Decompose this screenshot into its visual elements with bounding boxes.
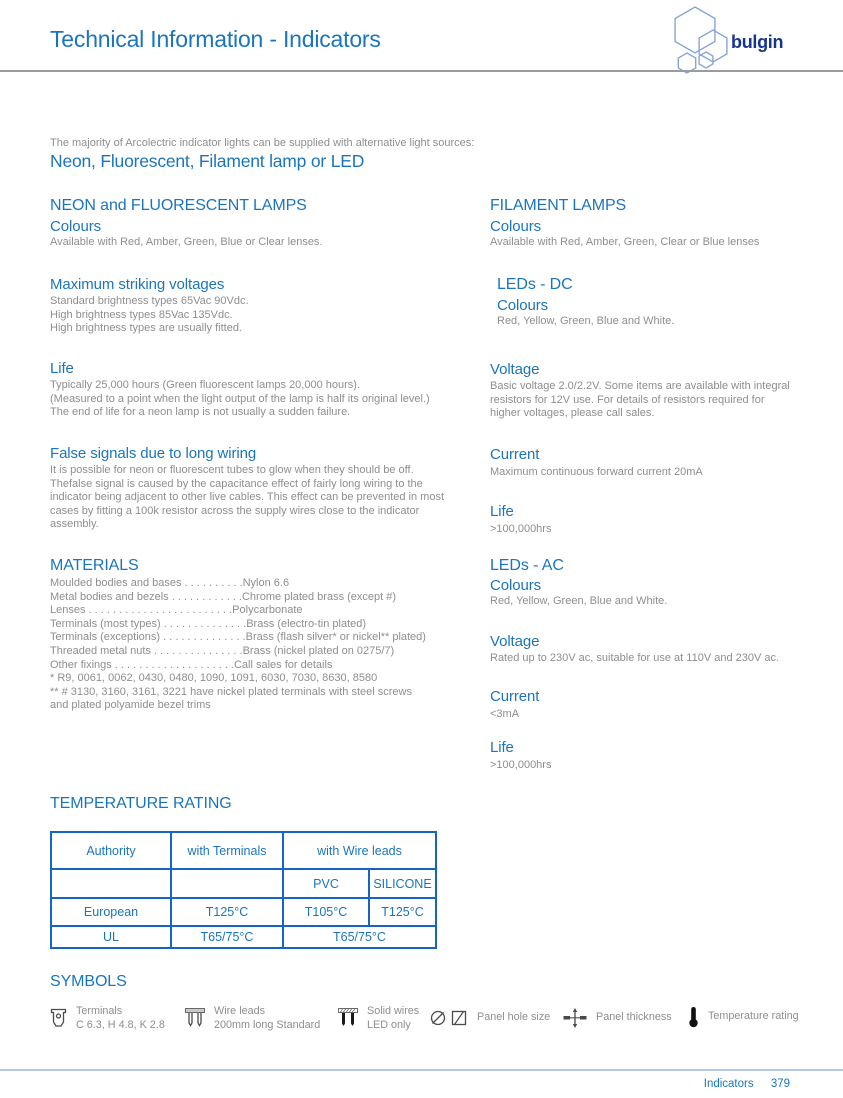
dc-voltage-title: Voltage (490, 361, 540, 378)
temperature-rating-table (50, 831, 437, 949)
temperature-rating-icon (688, 1006, 699, 1028)
leds-ac-colours-body: Red, Yellow, Green, Blue and White. (490, 595, 668, 607)
table-cell-empty (171, 869, 283, 898)
table-header-terminals: with Terminals (171, 832, 283, 869)
false-signals-body: It is possible for neon or fluorescent tubes to glow when they should be off. Thefalse signal is caused by the capacitance effect of fairly long wiring to the indicator being adjacent to other live cables. This effect can be prevented in most cases by fitting a 100k resistor across the supply wires close to the indicator assembly. (50, 464, 444, 531)
terminals-icon (50, 1008, 67, 1029)
table-cell-pvc: T105°C (283, 898, 369, 926)
ac-life-body: >100,000hrs (490, 759, 552, 771)
dc-current-title: Current (490, 446, 540, 463)
striking-voltages-title: Maximum striking voltages (50, 276, 225, 293)
table-cell-silicone: T125°C (369, 898, 436, 926)
leds-dc-title: LEDs - DC (497, 276, 573, 293)
panel-hole-size-icon (430, 1008, 468, 1028)
symbol-panel-thickness (563, 1008, 672, 1028)
symbol-sublabel: LED only (367, 1018, 411, 1031)
bulgin-logo-text: bulgin (731, 32, 784, 52)
leds-dc-colours-body: Red, Yellow, Green, Blue and White. (497, 315, 675, 327)
symbol-label: Temperature rating (708, 1010, 799, 1023)
symbol-temperature-rating (688, 1006, 799, 1028)
neon-fluorescent-title: NEON and FLUORESCENT LAMPS (50, 197, 307, 214)
material-row: Other fixings . . . . . . . . . . . . . . . . . . . .Call sales for details (50, 658, 333, 671)
materials-list (50, 577, 470, 713)
table-header-wire-leads: with Wire leads (283, 832, 436, 869)
table-cell-empty (51, 869, 171, 898)
ac-life-title: Life (490, 739, 514, 756)
material-row: Metal bodies and bezels . . . . . . . . . . . .Chrome plated brass (except #) (50, 590, 397, 603)
filament-lamps-title: FILAMENT LAMPS (490, 197, 627, 214)
filament-colours-title: Colours (490, 218, 541, 235)
material-row: Lenses . . . . . . . . . . . . . . . . . . . . . . . .Polycarbonate (50, 604, 303, 617)
material-row: Moulded bodies and bases . . . . . . . . . .Nylon 6.6 (50, 577, 290, 589)
text-line: Typically 25,000 hours (Green fluorescent lamps 20,000 hours). (50, 379, 360, 391)
ac-current-title: Current (490, 688, 540, 705)
material-row: Terminals (most types) . . . . . . . . . . . . . .Brass (electro-tin plated) (50, 617, 367, 630)
table-subheader-pvc: PVC (283, 869, 369, 898)
dc-voltage-body: Basic voltage 2.0/2.2V. Some items are available with integral resistors for 12V use. For details of resistors required for higher voltages, please call sales. (490, 380, 790, 420)
header-divider (0, 70, 843, 72)
material-row: Terminals (exceptions) . . . . . . . . . . . . . .Brass (flash silver* or nickel** plated) (50, 631, 426, 644)
table-row (51, 898, 436, 926)
symbol-panel-hole-size (430, 1008, 550, 1028)
footer-section-label: Indicators (703, 1078, 754, 1090)
table-cell-wire-leads: T65/75°C (283, 926, 436, 948)
panel-thickness-icon (563, 1008, 587, 1028)
filament-colours-body: Available with Red, Amber, Green, Clear or Blue lenses (490, 236, 760, 248)
table-cell-terminals: T125°C (171, 898, 283, 926)
neon-colours-title: Colours (50, 218, 101, 235)
table-row (51, 926, 436, 948)
text-line: High brightness types 85Vac 135Vdc. (50, 308, 233, 321)
symbol-solid-wires (338, 1005, 419, 1032)
ac-voltage-body: Rated up to 230V ac, suitable for use at 110V and 230V ac. (490, 652, 780, 664)
symbol-label: Wire leads (214, 1005, 266, 1017)
intro-headline: Neon, Fluorescent, Filament lamp or LED (50, 151, 365, 171)
solid-wires-icon (338, 1008, 358, 1029)
false-signals-title: False signals due to long wiring (50, 445, 257, 462)
symbol-terminals (50, 1005, 165, 1032)
text-line: (Measured to a point when the light output of the lamp is half its original level.) (50, 392, 430, 405)
intro-lead: The majority of Arcolectric indicator lights can be supplied with alternative light sources: (50, 137, 475, 149)
neon-life-body (50, 379, 470, 420)
striking-voltages-body (50, 295, 465, 336)
symbol-sublabel: C 6.3, H 4.8, K 2.8 (76, 1018, 165, 1031)
leds-dc-colours-title: Colours (497, 297, 548, 314)
footer-divider (0, 1069, 843, 1071)
ac-voltage-title: Voltage (490, 633, 540, 650)
symbol-sublabel: 200mm long Standard (214, 1018, 321, 1031)
leds-ac-colours-title: Colours (490, 577, 541, 594)
symbol-label: Terminals (76, 1005, 123, 1017)
material-note: ** # 3130, 3160, 3161, 3221 have nickel plated terminals with steel screws (50, 685, 412, 698)
dc-life-body: >100,000hrs (490, 523, 552, 535)
wire-leads-icon (185, 1008, 205, 1029)
leds-ac-title: LEDs - AC (490, 557, 564, 574)
symbol-label: Panel hole size (477, 1011, 551, 1024)
text-line: Standard brightness types 65Vac 90Vdc. (50, 295, 249, 307)
ac-current-body: <3mA (490, 708, 520, 720)
neon-colours-body: Available with Red, Amber, Green, Blue or Clear lenses. (50, 236, 323, 248)
text-line: High brightness types are usually fitted. (50, 322, 242, 335)
footer-page-number: 379 (770, 1078, 790, 1090)
neon-life-title: Life (50, 360, 74, 377)
dc-life-title: Life (490, 503, 514, 520)
material-note: * R9, 0061, 0062, 0430, 0480, 1090, 1091, 6030, 7030, 8630, 8580 (50, 672, 378, 685)
symbol-label: Panel thickness (596, 1011, 672, 1024)
page-title: Technical Information - Indicators (50, 26, 381, 52)
table-subheader-silicone: SILICONE (369, 869, 436, 898)
temperature-rating-title: TEMPERATURE RATING (50, 795, 232, 812)
material-note: and plated polyamide bezel trims (50, 699, 211, 712)
text-line: The end of life for a neon lamp is not usually a sudden failure. (50, 406, 351, 419)
symbols-title: SYMBOLS (50, 973, 127, 990)
symbol-label: Solid wires (367, 1005, 420, 1017)
table-cell-authority: UL (51, 926, 171, 948)
material-row: Threaded metal nuts . . . . . . . . . . . . . . .Brass (nickel plated on 0275/7) (50, 644, 395, 657)
symbol-wire-leads (185, 1005, 320, 1032)
materials-title: MATERIALS (50, 557, 139, 574)
table-cell-authority: European (51, 898, 171, 926)
dc-current-body: Maximum continuous forward current 20mA (490, 466, 703, 478)
table-cell-terminals: T65/75°C (171, 926, 283, 948)
footer (704, 1078, 790, 1090)
table-header-authority: Authority (51, 832, 171, 869)
